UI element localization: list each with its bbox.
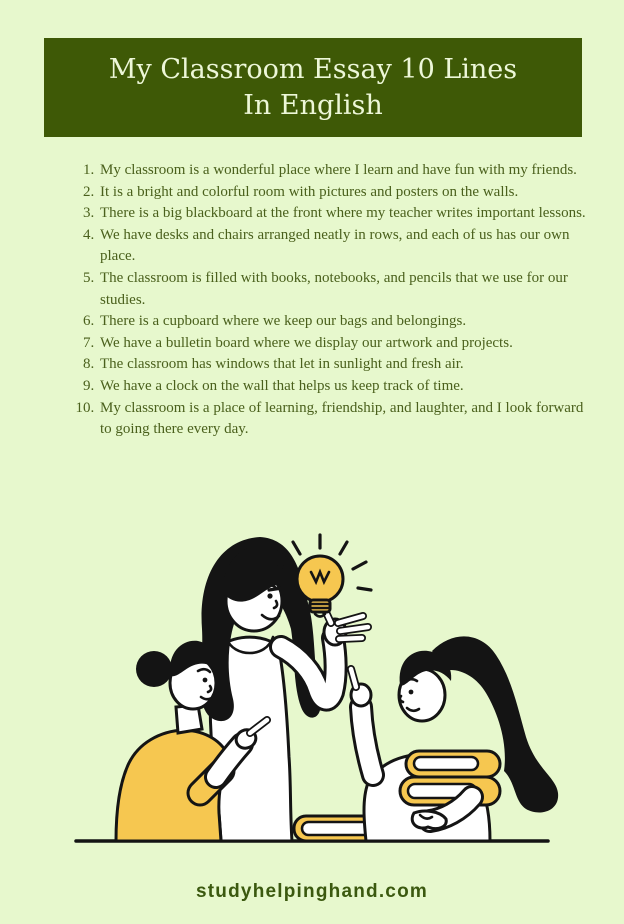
- essay-line: 9. We have a clock on the wall that helps us keep track of time.: [98, 376, 586, 398]
- student-right-figure-icon: [351, 636, 558, 841]
- page-title-line-1: My Classroom Essay 10 Lines: [108, 53, 518, 85]
- essay-line: 1. My classroom is a wonderful place where I learn and have fun with my friends.: [98, 160, 586, 182]
- essay-line: 5. The classroom is filled with books, notebooks, and pencils that we use for our studies.: [98, 268, 586, 311]
- essay-line: 2. It is a bright and colorful room with pictures and posters on the walls.: [98, 182, 586, 204]
- title-banner: [44, 38, 582, 137]
- illustration-svg: [70, 531, 566, 847]
- essay-list: [36, 160, 586, 441]
- essay-line: 6. There is a cupboard where we keep our bags and belongings.: [98, 311, 586, 333]
- website-footer: studyhelpinghand.com: [196, 881, 428, 902]
- classroom-illustration: [70, 531, 566, 847]
- essay-line: 3. There is a big blackboard at the front where my teacher writes important lessons.: [98, 203, 586, 225]
- essay-line: 4. We have desks and chairs arranged neatly in rows, and each of us has our own place.: [98, 225, 586, 268]
- held-books-icon: [400, 751, 500, 805]
- essay-list-container: [36, 160, 586, 441]
- essay-line: 10. My classroom is a place of learning, friendship, and laughter, and I look forward to going there every day.: [98, 398, 586, 441]
- essay-line: 8. The classroom has windows that let in sunlight and fresh air.: [98, 354, 586, 376]
- essay-line: 7. We have a bulletin board where we display our artwork and projects.: [98, 333, 586, 355]
- page-title-line-2: In English: [243, 89, 383, 121]
